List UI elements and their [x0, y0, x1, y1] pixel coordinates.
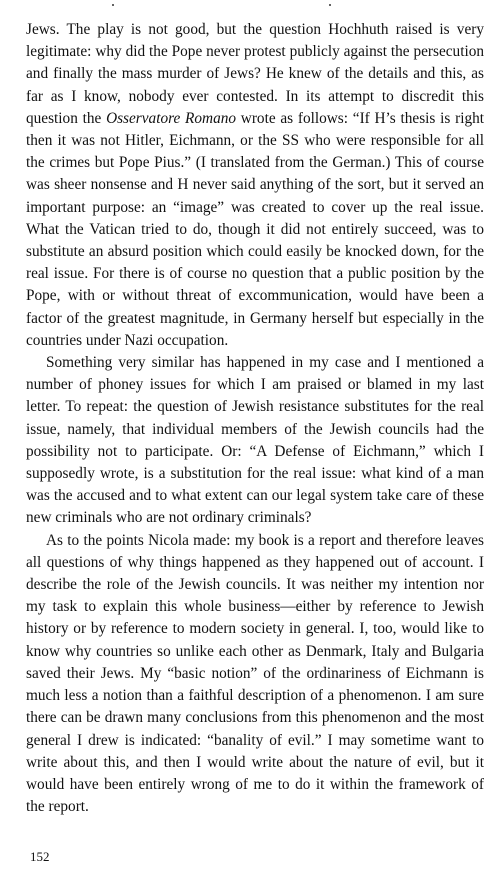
text-run: Jews. The play is not good, but the question Hochhuth raised is very legitimate: why did the Pope never protest publicly against the persecution and finally the mass murder of Jews? He knew of the details and this, as far as I know, nobody ever contested. In its attempt to discredit this question the	[26, 21, 484, 127]
text-run: wrote as follows: “If H’s thesis is right then it was not Hitler, Eichmann, or the SS who were responsible for all the crimes but Pope Pius.” (I translated from the German.) This of course was sheer nonsense and H never said anything of the sort, but it served an important purpose: an “image” was created to cover up the real issue. What the Vatican tried to do, though it did not entirely succeed, was to substitute an absurd position which could easily be knocked down, for the real issue. For there is of course no question that a public position by the Pope, with or without threat of excommunication, would have been a factor of the greatest magnitude, in Germany herself but especially in the countries under Nazi occupation.	[26, 109, 484, 349]
paragraph	[26, 530, 484, 819]
newspaper-title: Osservatore Romano	[106, 109, 237, 127]
text-run: As to the points Nicola made: my book is a report and therefore leaves all questions of why things happened as they happened out of account. I describe the role of the Jewish councils. It was neither my intention nor my task to explain this whole business—either by reference to Jewish history or by reference to modern society in general. I, too, would like to know why countries so unlike each other as Denmark, Italy and Bulgaria saved their Jews. My “basic notion” of the ordinariness of Eichmann is much less a notion than a faithful description of a phenomenon. I am sure there can be drawn many conclusions from this phenomenon and the most general I drew is indicated: “banality of evil.” I may sometime want to write about this, and then I would write about the nature of evil, but it would have been entirely wrong of me to do it within the framework of the report.	[26, 531, 484, 816]
print-speck	[112, 4, 114, 6]
paragraph	[26, 19, 484, 352]
page-number: 152	[30, 849, 50, 864]
paragraph	[26, 352, 484, 530]
text-run: Something very similar has happened in my case and I mentioned a number of phoney issues for which I am praised or blamed in my last letter. To repeat: the question of Jewish resistance substitutes for the real issue, namely, that individual members of the Jewish councils had the possibility not to participate. Or: “A Defense of Eichmann,” which I supposedly wrote, is a substitution for the real issue: what kind of a man was the accused and to what extent can our legal system take care of these new criminals who are not ordinary criminals?	[26, 354, 484, 527]
print-speck	[329, 4, 331, 6]
body-text	[26, 19, 484, 818]
